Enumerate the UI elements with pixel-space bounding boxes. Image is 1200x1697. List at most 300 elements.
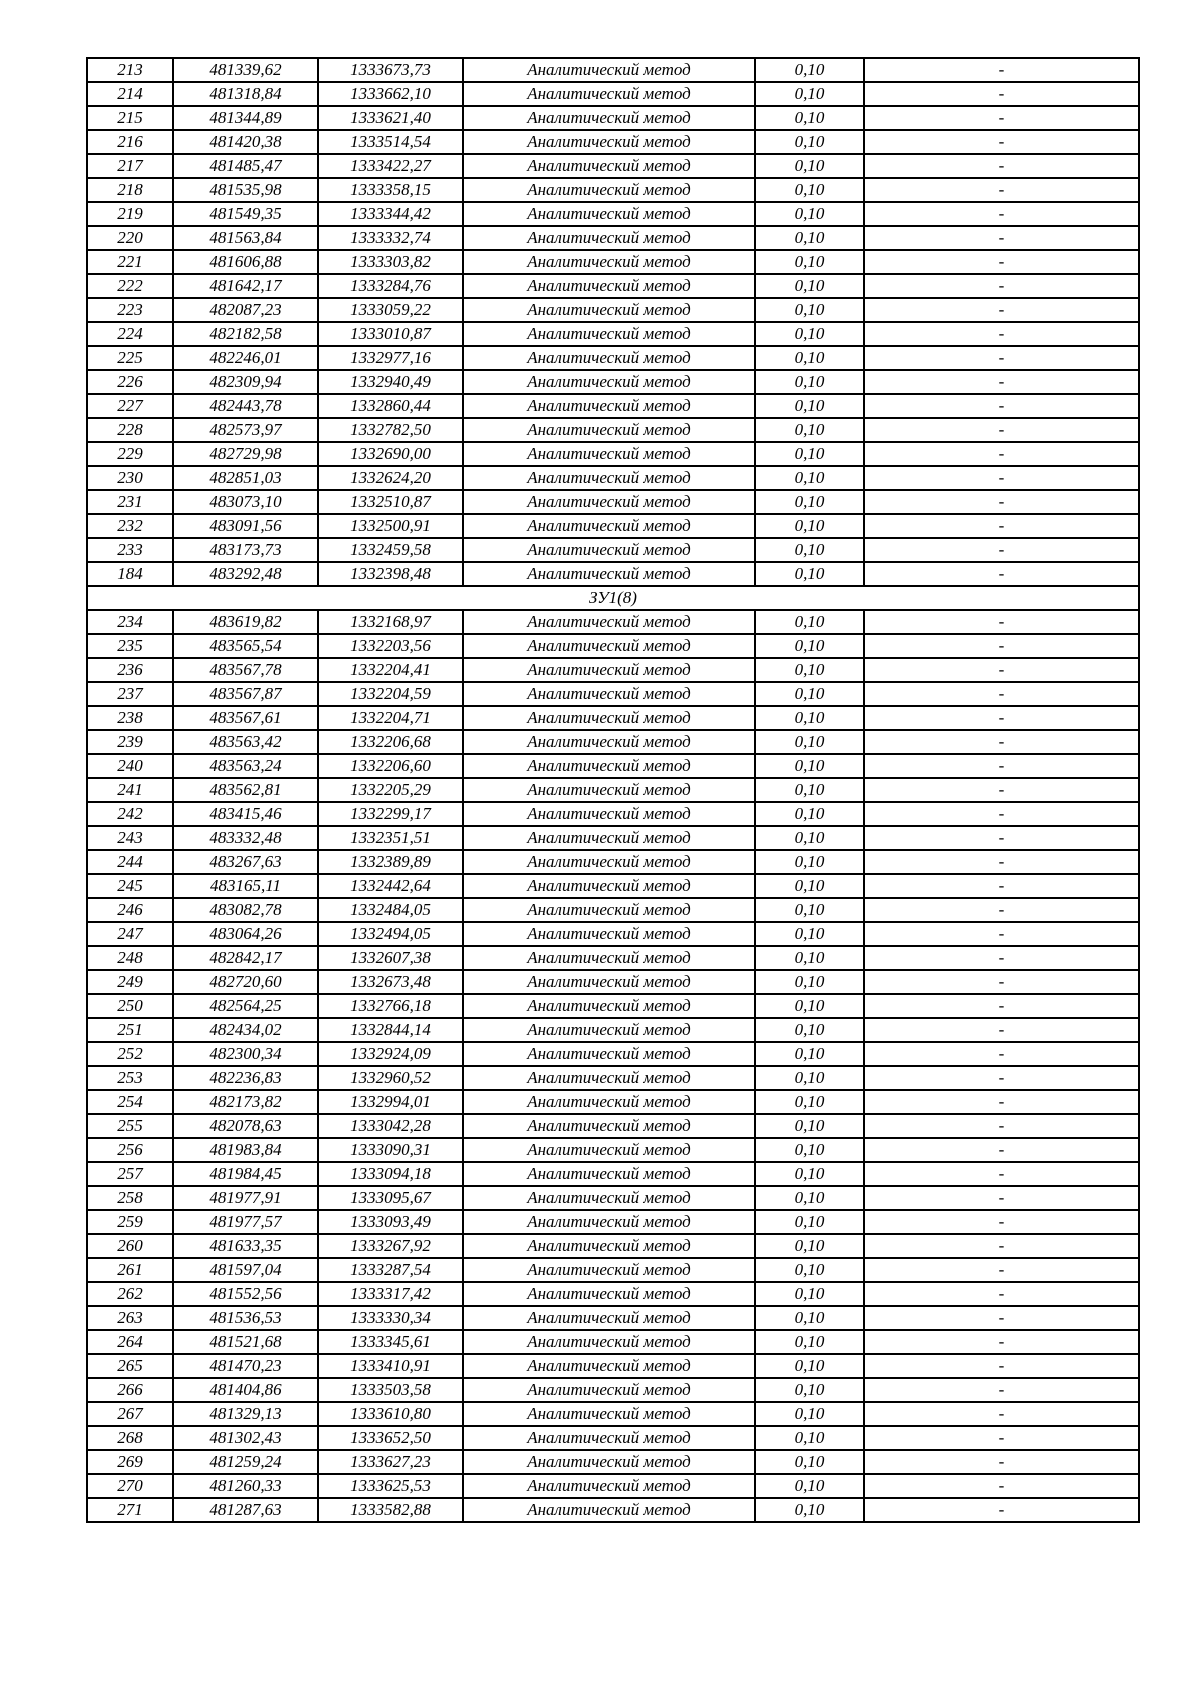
x-coordinate-cell: 483082,78 (173, 898, 318, 922)
table-row (87, 298, 1139, 322)
precision-cell: 0,10 (755, 778, 864, 802)
method-cell: Аналитический метод (463, 706, 755, 730)
table-row (87, 370, 1139, 394)
y-coordinate-cell: 1332494,05 (318, 922, 463, 946)
table-row (87, 130, 1139, 154)
table-row (87, 1498, 1139, 1522)
method-cell: Аналитический метод (463, 970, 755, 994)
precision-cell: 0,10 (755, 466, 864, 490)
x-coordinate-cell: 481535,98 (173, 178, 318, 202)
method-cell: Аналитический метод (463, 730, 755, 754)
method-cell: Аналитический метод (463, 1354, 755, 1378)
description-cell: - (864, 1066, 1139, 1090)
description-cell: - (864, 1042, 1139, 1066)
y-coordinate-cell: 1333621,40 (318, 106, 463, 130)
y-coordinate-cell: 1332977,16 (318, 346, 463, 370)
method-cell: Аналитический метод (463, 1186, 755, 1210)
point-number-cell: 236 (87, 658, 173, 682)
precision-cell: 0,10 (755, 58, 864, 82)
x-coordinate-cell: 481983,84 (173, 1138, 318, 1162)
table-row (87, 226, 1139, 250)
description-cell: - (864, 1186, 1139, 1210)
method-cell: Аналитический метод (463, 106, 755, 130)
point-number-cell: 184 (87, 562, 173, 586)
point-number-cell: 248 (87, 946, 173, 970)
x-coordinate-cell: 482173,82 (173, 1090, 318, 1114)
table-row (87, 1114, 1139, 1138)
table-row (87, 490, 1139, 514)
x-coordinate-cell: 482851,03 (173, 466, 318, 490)
y-coordinate-cell: 1332673,48 (318, 970, 463, 994)
method-cell: Аналитический метод (463, 178, 755, 202)
precision-cell: 0,10 (755, 1378, 864, 1402)
method-cell: Аналитический метод (463, 394, 755, 418)
method-cell: Аналитический метод (463, 274, 755, 298)
point-number-cell: 258 (87, 1186, 173, 1210)
table-row (87, 178, 1139, 202)
point-number-cell: 243 (87, 826, 173, 850)
x-coordinate-cell: 483567,78 (173, 658, 318, 682)
table-row (87, 1402, 1139, 1426)
table-row (87, 778, 1139, 802)
table-row (87, 514, 1139, 538)
precision-cell: 0,10 (755, 298, 864, 322)
x-coordinate-cell: 481549,35 (173, 202, 318, 226)
table-row (87, 106, 1139, 130)
method-cell: Аналитический метод (463, 346, 755, 370)
point-number-cell: 259 (87, 1210, 173, 1234)
x-coordinate-cell: 481977,57 (173, 1210, 318, 1234)
precision-cell: 0,10 (755, 1210, 864, 1234)
y-coordinate-cell: 1333284,76 (318, 274, 463, 298)
point-number-cell: 213 (87, 58, 173, 82)
y-coordinate-cell: 1332924,09 (318, 1042, 463, 1066)
description-cell: - (864, 730, 1139, 754)
description-cell: - (864, 106, 1139, 130)
method-cell: Аналитический метод (463, 418, 755, 442)
precision-cell: 0,10 (755, 250, 864, 274)
table-row (87, 1210, 1139, 1234)
y-coordinate-cell: 1333503,58 (318, 1378, 463, 1402)
precision-cell: 0,10 (755, 1450, 864, 1474)
precision-cell: 0,10 (755, 1114, 864, 1138)
description-cell: - (864, 370, 1139, 394)
precision-cell: 0,10 (755, 514, 864, 538)
precision-cell: 0,10 (755, 1234, 864, 1258)
description-cell: - (864, 418, 1139, 442)
point-number-cell: 234 (87, 610, 173, 634)
method-cell: Аналитический метод (463, 1474, 755, 1498)
method-cell: Аналитический метод (463, 1402, 755, 1426)
method-cell: Аналитический метод (463, 322, 755, 346)
x-coordinate-cell: 483292,48 (173, 562, 318, 586)
x-coordinate-cell: 483563,42 (173, 730, 318, 754)
table-row (87, 970, 1139, 994)
table-row (87, 1018, 1139, 1042)
y-coordinate-cell: 1332398,48 (318, 562, 463, 586)
x-coordinate-cell: 483165,11 (173, 874, 318, 898)
table-row (87, 1474, 1139, 1498)
precision-cell: 0,10 (755, 1330, 864, 1354)
y-coordinate-cell: 1332607,38 (318, 946, 463, 970)
point-number-cell: 221 (87, 250, 173, 274)
description-cell: - (864, 1426, 1139, 1450)
precision-cell: 0,10 (755, 970, 864, 994)
x-coordinate-cell: 481606,88 (173, 250, 318, 274)
x-coordinate-cell: 481404,86 (173, 1378, 318, 1402)
method-cell: Аналитический метод (463, 1162, 755, 1186)
method-cell: Аналитический метод (463, 538, 755, 562)
method-cell: Аналитический метод (463, 922, 755, 946)
y-coordinate-cell: 1333094,18 (318, 1162, 463, 1186)
x-coordinate-cell: 481329,13 (173, 1402, 318, 1426)
x-coordinate-cell: 483619,82 (173, 610, 318, 634)
x-coordinate-cell: 481339,62 (173, 58, 318, 82)
point-number-cell: 251 (87, 1018, 173, 1042)
method-cell: Аналитический метод (463, 1258, 755, 1282)
method-cell: Аналитический метод (463, 442, 755, 466)
x-coordinate-cell: 481260,33 (173, 1474, 318, 1498)
y-coordinate-cell: 1333010,87 (318, 322, 463, 346)
description-cell: - (864, 826, 1139, 850)
x-coordinate-cell: 481642,17 (173, 274, 318, 298)
method-cell: Аналитический метод (463, 1018, 755, 1042)
table-row (87, 466, 1139, 490)
precision-cell: 0,10 (755, 922, 864, 946)
y-coordinate-cell: 1332204,71 (318, 706, 463, 730)
table-row (87, 1090, 1139, 1114)
description-cell: - (864, 898, 1139, 922)
point-number-cell: 229 (87, 442, 173, 466)
x-coordinate-cell: 481420,38 (173, 130, 318, 154)
description-cell: - (864, 706, 1139, 730)
description-cell: - (864, 1402, 1139, 1426)
point-number-cell: 226 (87, 370, 173, 394)
precision-cell: 0,10 (755, 178, 864, 202)
description-cell: - (864, 778, 1139, 802)
x-coordinate-cell: 483415,46 (173, 802, 318, 826)
precision-cell: 0,10 (755, 826, 864, 850)
x-coordinate-cell: 482236,83 (173, 1066, 318, 1090)
x-coordinate-cell: 483064,26 (173, 922, 318, 946)
method-cell: Аналитический метод (463, 514, 755, 538)
y-coordinate-cell: 1332351,51 (318, 826, 463, 850)
description-cell: - (864, 178, 1139, 202)
description-cell: - (864, 250, 1139, 274)
x-coordinate-cell: 483173,73 (173, 538, 318, 562)
precision-cell: 0,10 (755, 322, 864, 346)
table-row (87, 274, 1139, 298)
point-number-cell: 239 (87, 730, 173, 754)
x-coordinate-cell: 481318,84 (173, 82, 318, 106)
method-cell: Аналитический метод (463, 658, 755, 682)
table-row (87, 418, 1139, 442)
precision-cell: 0,10 (755, 562, 864, 586)
description-cell: - (864, 538, 1139, 562)
y-coordinate-cell: 1332168,97 (318, 610, 463, 634)
x-coordinate-cell: 483567,61 (173, 706, 318, 730)
x-coordinate-cell: 482564,25 (173, 994, 318, 1018)
method-cell: Аналитический метод (463, 778, 755, 802)
method-cell: Аналитический метод (463, 682, 755, 706)
point-number-cell: 238 (87, 706, 173, 730)
method-cell: Аналитический метод (463, 634, 755, 658)
precision-cell: 0,10 (755, 1426, 864, 1450)
description-cell: - (864, 610, 1139, 634)
precision-cell: 0,10 (755, 610, 864, 634)
point-number-cell: 214 (87, 82, 173, 106)
table-row (87, 658, 1139, 682)
point-number-cell: 254 (87, 1090, 173, 1114)
y-coordinate-cell: 1333410,91 (318, 1354, 463, 1378)
table-row (87, 706, 1139, 730)
point-number-cell: 227 (87, 394, 173, 418)
x-coordinate-cell: 481552,56 (173, 1282, 318, 1306)
method-cell: Аналитический метод (463, 826, 755, 850)
x-coordinate-cell: 482246,01 (173, 346, 318, 370)
x-coordinate-cell: 483267,63 (173, 850, 318, 874)
table-row (87, 82, 1139, 106)
description-cell: - (864, 1258, 1139, 1282)
table-row (87, 394, 1139, 418)
precision-cell: 0,10 (755, 1018, 864, 1042)
table-row (87, 898, 1139, 922)
x-coordinate-cell: 481287,63 (173, 1498, 318, 1522)
y-coordinate-cell: 1333287,54 (318, 1258, 463, 1282)
precision-cell: 0,10 (755, 370, 864, 394)
y-coordinate-cell: 1332766,18 (318, 994, 463, 1018)
precision-cell: 0,10 (755, 1306, 864, 1330)
precision-cell: 0,10 (755, 850, 864, 874)
x-coordinate-cell: 482842,17 (173, 946, 318, 970)
x-coordinate-cell: 483091,56 (173, 514, 318, 538)
point-number-cell: 219 (87, 202, 173, 226)
y-coordinate-cell: 1333330,34 (318, 1306, 463, 1330)
point-number-cell: 235 (87, 634, 173, 658)
description-cell: - (864, 322, 1139, 346)
point-number-cell: 269 (87, 1450, 173, 1474)
method-cell: Аналитический метод (463, 994, 755, 1018)
table-row (87, 562, 1139, 586)
table-row (87, 1282, 1139, 1306)
precision-cell: 0,10 (755, 130, 864, 154)
point-number-cell: 231 (87, 490, 173, 514)
precision-cell: 0,10 (755, 1282, 864, 1306)
description-cell: - (864, 226, 1139, 250)
point-number-cell: 261 (87, 1258, 173, 1282)
precision-cell: 0,10 (755, 946, 864, 970)
method-cell: Аналитический метод (463, 1378, 755, 1402)
precision-cell: 0,10 (755, 490, 864, 514)
x-coordinate-cell: 482443,78 (173, 394, 318, 418)
precision-cell: 0,10 (755, 1498, 864, 1522)
y-coordinate-cell: 1333625,53 (318, 1474, 463, 1498)
y-coordinate-cell: 1332204,59 (318, 682, 463, 706)
y-coordinate-cell: 1332206,60 (318, 754, 463, 778)
method-cell: Аналитический метод (463, 250, 755, 274)
method-cell: Аналитический метод (463, 226, 755, 250)
y-coordinate-cell: 1332484,05 (318, 898, 463, 922)
point-number-cell: 264 (87, 1330, 173, 1354)
table-row (87, 1330, 1139, 1354)
table-row (87, 1258, 1139, 1282)
y-coordinate-cell: 1333344,42 (318, 202, 463, 226)
method-cell: Аналитический метод (463, 370, 755, 394)
table-row (87, 754, 1139, 778)
precision-cell: 0,10 (755, 154, 864, 178)
precision-cell: 0,10 (755, 82, 864, 106)
method-cell: Аналитический метод (463, 1042, 755, 1066)
section-header-row (87, 586, 1139, 610)
description-cell: - (864, 946, 1139, 970)
point-number-cell: 223 (87, 298, 173, 322)
y-coordinate-cell: 1332510,87 (318, 490, 463, 514)
y-coordinate-cell: 1333627,23 (318, 1450, 463, 1474)
method-cell: Аналитический метод (463, 130, 755, 154)
point-number-cell: 267 (87, 1402, 173, 1426)
y-coordinate-cell: 1333610,80 (318, 1402, 463, 1426)
description-cell: - (864, 970, 1139, 994)
y-coordinate-cell: 1332389,89 (318, 850, 463, 874)
y-coordinate-cell: 1332500,91 (318, 514, 463, 538)
x-coordinate-cell: 482087,23 (173, 298, 318, 322)
point-number-cell: 246 (87, 898, 173, 922)
precision-cell: 0,10 (755, 874, 864, 898)
y-coordinate-cell: 1333582,88 (318, 1498, 463, 1522)
x-coordinate-cell: 481470,23 (173, 1354, 318, 1378)
description-cell: - (864, 514, 1139, 538)
table-row (87, 610, 1139, 634)
method-cell: Аналитический метод (463, 562, 755, 586)
point-number-cell: 220 (87, 226, 173, 250)
x-coordinate-cell: 483563,24 (173, 754, 318, 778)
method-cell: Аналитический метод (463, 1426, 755, 1450)
point-number-cell: 257 (87, 1162, 173, 1186)
description-cell: - (864, 562, 1139, 586)
table-row (87, 994, 1139, 1018)
point-number-cell: 260 (87, 1234, 173, 1258)
precision-cell: 0,10 (755, 658, 864, 682)
table-row (87, 634, 1139, 658)
description-cell: - (864, 1162, 1139, 1186)
description-cell: - (864, 850, 1139, 874)
y-coordinate-cell: 1332206,68 (318, 730, 463, 754)
x-coordinate-cell: 482720,60 (173, 970, 318, 994)
description-cell: - (864, 154, 1139, 178)
method-cell: Аналитический метод (463, 154, 755, 178)
precision-cell: 0,10 (755, 1138, 864, 1162)
description-cell: - (864, 1138, 1139, 1162)
point-number-cell: 242 (87, 802, 173, 826)
description-cell: - (864, 658, 1139, 682)
point-number-cell: 250 (87, 994, 173, 1018)
description-cell: - (864, 634, 1139, 658)
point-number-cell: 241 (87, 778, 173, 802)
y-coordinate-cell: 1332690,00 (318, 442, 463, 466)
y-coordinate-cell: 1332860,44 (318, 394, 463, 418)
precision-cell: 0,10 (755, 1162, 864, 1186)
precision-cell: 0,10 (755, 1354, 864, 1378)
x-coordinate-cell: 481977,91 (173, 1186, 318, 1210)
y-coordinate-cell: 1333267,92 (318, 1234, 463, 1258)
description-cell: - (864, 1114, 1139, 1138)
method-cell: Аналитический метод (463, 1138, 755, 1162)
description-cell: - (864, 994, 1139, 1018)
table-row (87, 202, 1139, 226)
precision-cell: 0,10 (755, 802, 864, 826)
x-coordinate-cell: 481302,43 (173, 1426, 318, 1450)
x-coordinate-cell: 482434,02 (173, 1018, 318, 1042)
precision-cell: 0,10 (755, 418, 864, 442)
point-number-cell: 255 (87, 1114, 173, 1138)
point-number-cell: 252 (87, 1042, 173, 1066)
point-number-cell: 232 (87, 514, 173, 538)
y-coordinate-cell: 1333059,22 (318, 298, 463, 322)
precision-cell: 0,10 (755, 226, 864, 250)
point-number-cell: 222 (87, 274, 173, 298)
point-number-cell: 244 (87, 850, 173, 874)
table-row (87, 1306, 1139, 1330)
precision-cell: 0,10 (755, 202, 864, 226)
x-coordinate-cell: 483073,10 (173, 490, 318, 514)
table-row (87, 154, 1139, 178)
method-cell: Аналитический метод (463, 1330, 755, 1354)
table-row (87, 1186, 1139, 1210)
precision-cell: 0,10 (755, 106, 864, 130)
y-coordinate-cell: 1333514,54 (318, 130, 463, 154)
x-coordinate-cell: 482300,34 (173, 1042, 318, 1066)
point-number-cell: 216 (87, 130, 173, 154)
description-cell: - (864, 1090, 1139, 1114)
x-coordinate-cell: 483332,48 (173, 826, 318, 850)
method-cell: Аналитический метод (463, 1066, 755, 1090)
point-number-cell: 270 (87, 1474, 173, 1498)
method-cell: Аналитический метод (463, 1234, 755, 1258)
description-cell: - (864, 754, 1139, 778)
method-cell: Аналитический метод (463, 1282, 755, 1306)
description-cell: - (864, 802, 1139, 826)
method-cell: Аналитический метод (463, 1450, 755, 1474)
table-row (87, 1426, 1139, 1450)
precision-cell: 0,10 (755, 1402, 864, 1426)
x-coordinate-cell: 481521,68 (173, 1330, 318, 1354)
y-coordinate-cell: 1333652,50 (318, 1426, 463, 1450)
point-number-cell: 271 (87, 1498, 173, 1522)
precision-cell: 0,10 (755, 1474, 864, 1498)
precision-cell: 0,10 (755, 730, 864, 754)
point-number-cell: 230 (87, 466, 173, 490)
point-number-cell: 245 (87, 874, 173, 898)
section-title: ЗУ1(8) (87, 586, 1139, 610)
y-coordinate-cell: 1332203,56 (318, 634, 463, 658)
method-cell: Аналитический метод (463, 610, 755, 634)
description-cell: - (864, 58, 1139, 82)
point-number-cell: 247 (87, 922, 173, 946)
table-row (87, 730, 1139, 754)
method-cell: Аналитический метод (463, 898, 755, 922)
description-cell: - (864, 466, 1139, 490)
table-row (87, 850, 1139, 874)
description-cell: - (864, 298, 1139, 322)
x-coordinate-cell: 483567,87 (173, 682, 318, 706)
precision-cell: 0,10 (755, 1186, 864, 1210)
point-number-cell: 215 (87, 106, 173, 130)
table-row (87, 1066, 1139, 1090)
method-cell: Аналитический метод (463, 466, 755, 490)
description-cell: - (864, 1210, 1139, 1234)
x-coordinate-cell: 481485,47 (173, 154, 318, 178)
precision-cell: 0,10 (755, 754, 864, 778)
